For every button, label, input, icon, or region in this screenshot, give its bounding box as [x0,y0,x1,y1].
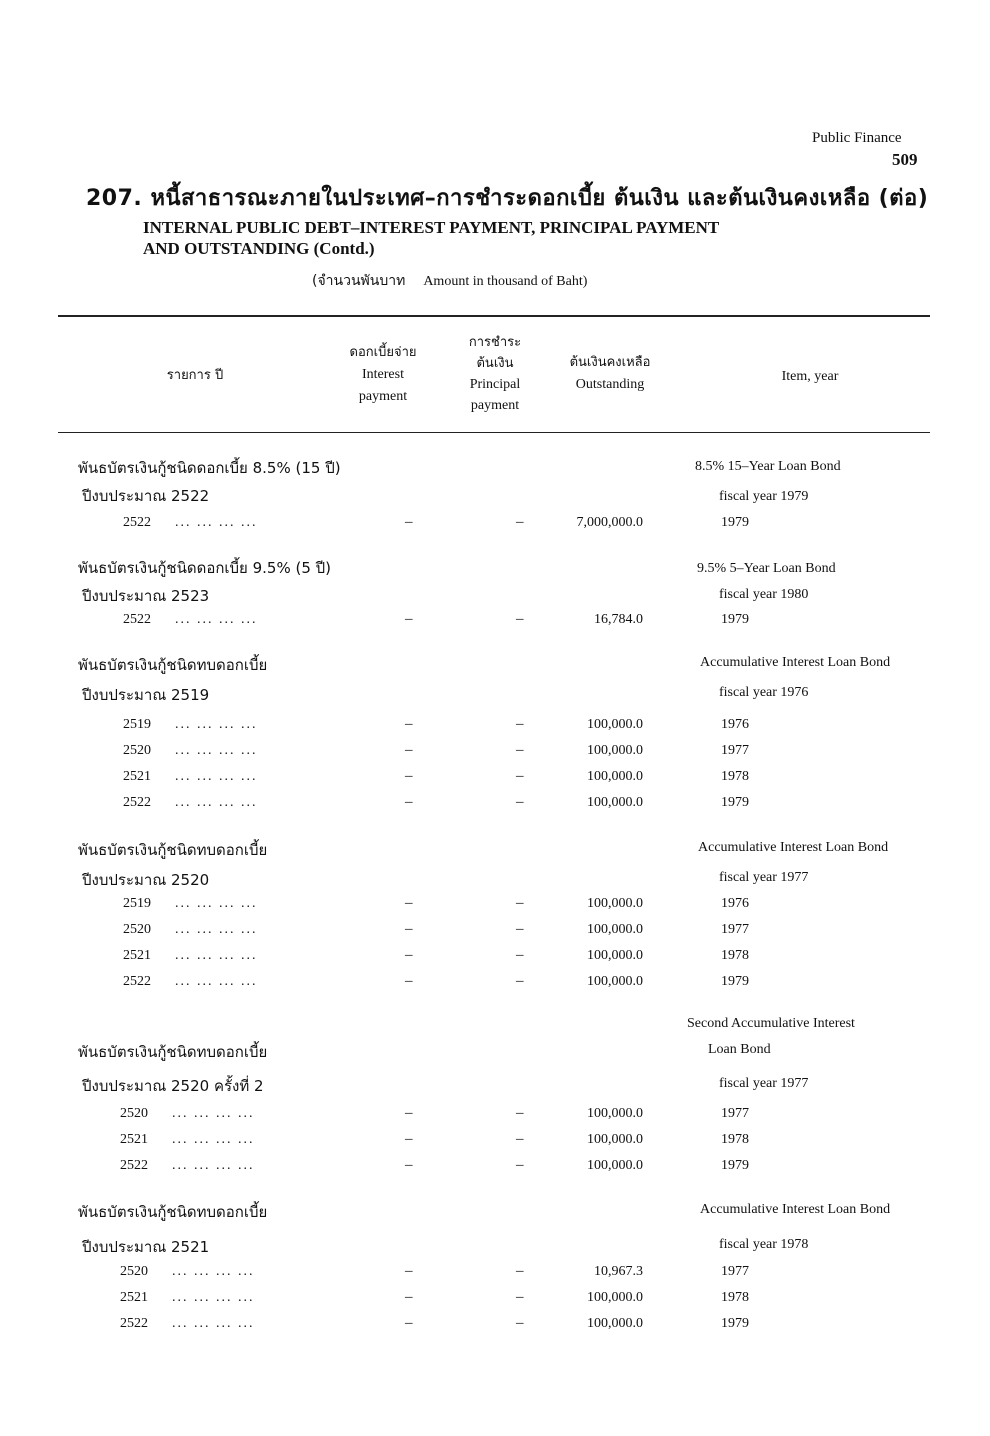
section-title-thai: พันธบัตรเงินกู้ชนิดดอกเบี้ย 8.5% (15 ปี) [78,459,341,477]
section-title-english: Accumulative Interest Loan Bond [700,1202,891,1217]
outstanding-cell: 100,000.0 [587,1132,643,1147]
outstanding-cell: 100,000.0 [587,1158,643,1173]
principal-payment-cell: – [516,768,524,784]
principal-payment-cell: – [516,1289,524,1305]
outstanding-cell: 16,784.0 [594,612,643,627]
section-title-english: Accumulative Interest Loan Bond [700,655,891,670]
outstanding-cell: 100,000.0 [587,769,643,784]
section-fiscal-year-thai: ปีงบประมาณ 2519 [82,686,210,704]
row-year-thai: 2520 [120,1264,148,1279]
interest-payment-cell: – [405,1157,413,1173]
leader-dots: ... ... ... ... [175,922,258,937]
row-year-thai: 2522 [120,1316,148,1331]
row-year-english: 1979 [721,1158,749,1173]
section-title-english: Accumulative Interest Loan Bond [698,840,889,855]
section-title-english: 9.5% 5–Year Loan Bond [697,561,836,576]
row-year-thai: 2521 [123,769,151,784]
section-fiscal-year-english: fiscal year 1977 [719,870,809,885]
section-fiscal-year-english: fiscal year 1978 [719,1237,809,1252]
principal-payment-cell: – [516,794,524,810]
section-fiscal-year-english: fiscal year 1980 [719,587,809,602]
principal-payment-cell: – [516,1105,524,1121]
leader-dots: ... ... ... ... [172,1316,255,1331]
row-year-thai: 2519 [123,717,151,732]
row-year-english: 1979 [721,515,749,530]
row-year-thai: 2520 [123,922,151,937]
outstanding-cell: 100,000.0 [587,922,643,937]
principal-payment-cell: – [516,973,524,989]
interest-payment-cell: – [405,947,413,963]
section-fiscal-year-english: fiscal year 1979 [719,489,809,504]
table-header-rule [58,432,930,433]
column-header-interest-english-2: payment [358,389,408,404]
section-title-thai: พันธบัตรเงินกู้ชนิดทบดอกเบี้ย [78,1043,268,1061]
interest-payment-cell: – [405,921,413,937]
column-header-interest-english-1: Interest [362,367,404,382]
leader-dots: ... ... ... ... [175,795,258,810]
leader-dots: ... ... ... ... [175,612,258,627]
leader-dots: ... ... ... ... [175,896,258,911]
outstanding-cell: 10,967.3 [594,1264,643,1279]
section-fiscal-year-thai: ปีงบประมาณ 2520 [82,871,210,889]
row-year-english: 1978 [721,1290,749,1305]
column-header-item-english-label: Item, year [781,369,839,384]
column-header-outstanding [540,352,680,396]
principal-payment-cell: – [516,895,524,911]
row-year-thai: 2521 [120,1132,148,1147]
interest-payment-cell: – [405,514,413,530]
table-title-thai: 207. หนี้สาธารณะภายในประเทศ–การชำระดอกเบี้ย ต้นเงิน และต้นเงินคงเหลือ (ต่อ) [86,186,929,211]
section-fiscal-year-english: fiscal year 1977 [719,1076,809,1091]
interest-payment-cell: – [405,1105,413,1121]
leader-dots: ... ... ... ... [175,974,258,989]
section-fiscal-year-thai: ปีงบประมาณ 2521 [82,1238,210,1256]
leader-dots: ... ... ... ... [175,769,258,784]
row-year-english: 1977 [721,743,749,758]
leader-dots: ... ... ... ... [172,1132,255,1147]
column-header-item-thai [120,365,270,387]
principal-payment-cell: – [516,514,524,530]
principal-payment-cell: – [516,1157,524,1173]
unit-note-thai: (จำนวนพันบาท [312,273,406,289]
outstanding-cell: 100,000.0 [587,1316,643,1331]
section-title-thai: พันธบัตรเงินกู้ชนิดทบดอกเบี้ย [78,841,268,859]
section-title-thai: พันธบัตรเงินกู้ชนิดดอกเบี้ย 9.5% (5 ปี) [78,559,332,577]
section-fiscal-year-english: fiscal year 1976 [719,685,809,700]
column-header-item-english [720,366,900,388]
row-year-english: 1977 [721,1264,749,1279]
outstanding-cell: 100,000.0 [587,974,643,989]
outstanding-cell: 100,000.0 [587,948,643,963]
section-title-english-line1: Second Accumulative Interest [687,1016,855,1031]
principal-payment-cell: – [516,1315,524,1331]
leader-dots: ... ... ... ... [175,948,258,963]
row-year-english: 1979 [721,612,749,627]
outstanding-cell: 100,000.0 [587,795,643,810]
principal-payment-cell: – [516,1263,524,1279]
interest-payment-cell: – [405,611,413,627]
row-year-thai: 2520 [123,743,151,758]
section-fiscal-year-thai: ปีงบประมาณ 2520 ครั้งที่ 2 [82,1077,264,1095]
table-title-english-line2: AND OUTSTANDING (Contd.) [143,239,375,258]
leader-dots: ... ... ... ... [172,1264,255,1279]
row-year-english: 1979 [721,795,749,810]
interest-payment-cell: – [405,1263,413,1279]
leader-dots: ... ... ... ... [172,1158,255,1173]
column-header-principal-english-2: payment [470,398,520,413]
row-year-english: 1978 [721,769,749,784]
row-year-thai: 2522 [123,515,151,530]
interest-payment-cell: – [405,768,413,784]
page-number: 509 [892,150,918,169]
row-year-thai: 2521 [123,948,151,963]
section-title-thai: พันธบัตรเงินกู้ชนิดทบดอกเบี้ย [78,656,268,674]
row-year-thai: 2522 [123,795,151,810]
column-header-outstanding-thai: ต้นเงินคงเหลือ [569,355,651,370]
column-header-principal [440,332,550,416]
row-year-english: 1979 [721,1316,749,1331]
outstanding-cell: 100,000.0 [587,743,643,758]
column-header-principal-english-1: Principal [469,377,521,392]
leader-dots: ... ... ... ... [175,515,258,530]
principal-payment-cell: – [516,742,524,758]
row-year-english: 1977 [721,922,749,937]
row-year-thai: 2522 [123,612,151,627]
column-header-outstanding-english: Outstanding [575,377,645,392]
principal-payment-cell: – [516,1131,524,1147]
row-year-english: 1978 [721,1132,749,1147]
unit-note-english: Amount in thousand of Baht) [423,274,588,289]
interest-payment-cell: – [405,742,413,758]
leader-dots: ... ... ... ... [175,743,258,758]
section-title-english: 8.5% 15–Year Loan Bond [695,459,841,474]
column-header-principal-thai-2: ต้นเงิน [476,356,514,371]
unit-note [312,270,587,292]
section-fiscal-year-thai: ปีงบประมาณ 2522 [82,487,210,505]
interest-payment-cell: – [405,895,413,911]
leader-dots: ... ... ... ... [175,717,258,732]
row-year-english: 1976 [721,896,749,911]
row-year-thai: 2521 [120,1290,148,1305]
interest-payment-cell: – [405,1289,413,1305]
column-header-interest-thai: ดอกเบี้ยจ่าย [349,345,417,360]
outstanding-cell: 100,000.0 [587,896,643,911]
row-year-thai: 2522 [120,1158,148,1173]
row-year-thai: 2520 [120,1106,148,1121]
row-year-english: 1976 [721,717,749,732]
principal-payment-cell: – [516,947,524,963]
row-year-thai: 2522 [123,974,151,989]
table-top-rule [58,315,930,317]
row-year-english: 1979 [721,974,749,989]
section-title-english-line2: Loan Bond [708,1042,771,1057]
leader-dots: ... ... ... ... [172,1290,255,1305]
outstanding-cell: 100,000.0 [587,717,643,732]
interest-payment-cell: – [405,716,413,732]
section-fiscal-year-thai: ปีงบประมาณ 2523 [82,587,210,605]
row-year-english: 1977 [721,1106,749,1121]
interest-payment-cell: – [405,973,413,989]
outstanding-cell: 7,000,000.0 [576,515,643,530]
row-year-english: 1978 [721,948,749,963]
principal-payment-cell: – [516,611,524,627]
interest-payment-cell: – [405,1131,413,1147]
principal-payment-cell: – [516,716,524,732]
interest-payment-cell: – [405,1315,413,1331]
principal-payment-cell: – [516,921,524,937]
running-header: Public Finance [812,130,902,146]
outstanding-cell: 100,000.0 [587,1290,643,1305]
column-header-item-thai-label: รายการ ปี [166,368,224,383]
outstanding-cell: 100,000.0 [587,1106,643,1121]
column-header-interest [318,342,448,408]
table-title-english-line1: INTERNAL PUBLIC DEBT–INTEREST PAYMENT, PRINCIPAL PAYMENT [143,218,720,237]
row-year-thai: 2519 [123,896,151,911]
leader-dots: ... ... ... ... [172,1106,255,1121]
column-header-principal-thai-1: การชำระ [468,335,522,350]
interest-payment-cell: – [405,794,413,810]
section-title-thai: พันธบัตรเงินกู้ชนิดทบดอกเบี้ย [78,1203,268,1221]
